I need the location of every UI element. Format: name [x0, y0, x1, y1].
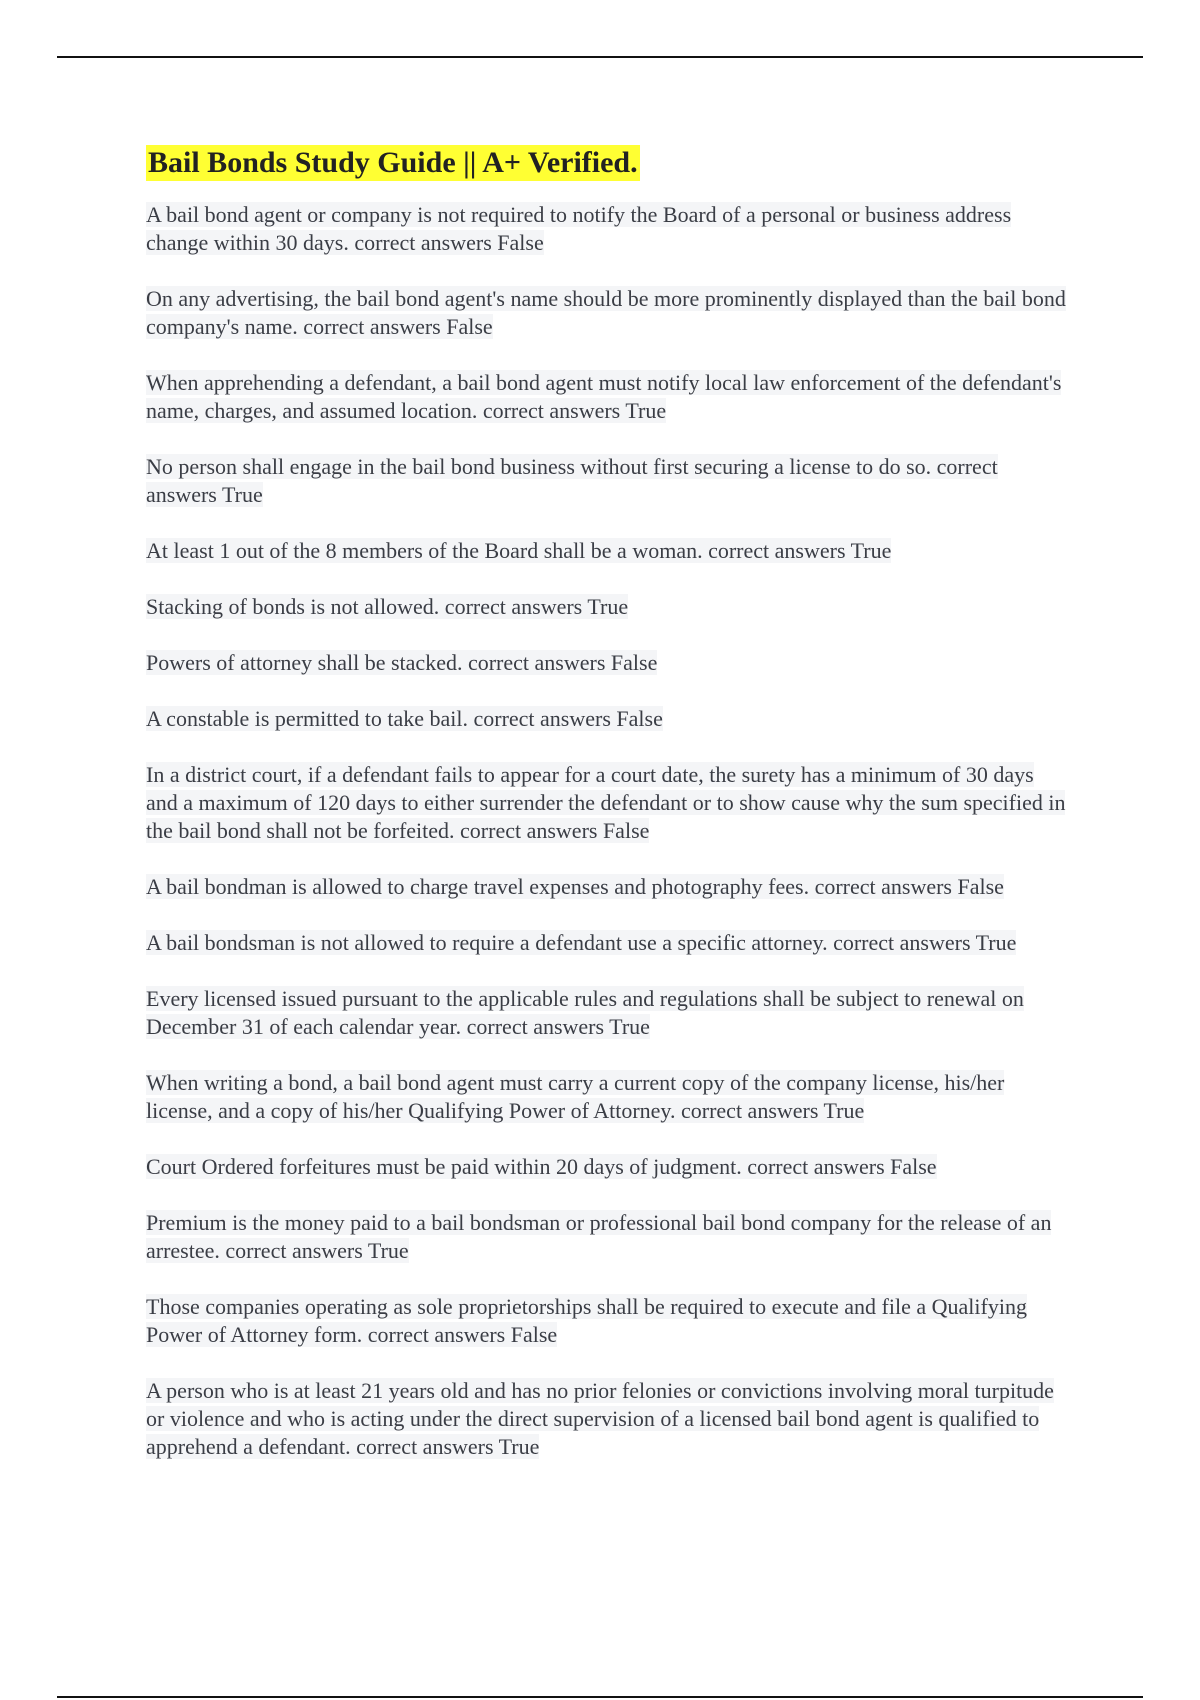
qa-text: Those companies operating as sole proprietorships shall be required to execute and file a Qualifying Power of Attorney form. correct answers False	[146, 1294, 1027, 1347]
top-rule	[57, 56, 1143, 58]
qa-item	[146, 1209, 1066, 1265]
qa-item	[146, 201, 1066, 257]
qa-text: A bail bond agent or company is not required to notify the Board of a personal or business address change within 30 days. correct answers False	[146, 202, 1012, 255]
qa-text: Every licensed issued pursuant to the applicable rules and regulations shall be subject to renewal on December 31 of each calendar year. correct answers True	[146, 986, 1024, 1039]
qa-text: Premium is the money paid to a bail bondsman or professional bail bond company for the release of an arrestee. correct answers True	[146, 1210, 1052, 1263]
qa-text: No person shall engage in the bail bond business without first securing a license to do so. correct answers True	[146, 454, 998, 507]
qa-text: A constable is permitted to take bail. correct answers False	[146, 706, 663, 731]
qa-text: When writing a bond, a bail bond agent must carry a current copy of the company license, his/her license, and a copy of his/her Qualifying Power of Attorney. correct answers True	[146, 1070, 1005, 1123]
qa-item	[146, 285, 1066, 341]
qa-item	[146, 761, 1066, 845]
qa-item	[146, 1069, 1066, 1125]
qa-item	[146, 1293, 1066, 1349]
document-title: Bail Bonds Study Guide || A+ Verified.	[148, 146, 638, 179]
qa-item	[146, 453, 1066, 509]
qa-text: Court Ordered forfeitures must be paid within 20 days of judgment. correct answers False	[146, 1154, 937, 1179]
document-body	[146, 145, 1066, 1489]
qa-item	[146, 929, 1066, 957]
qa-text: Powers of attorney shall be stacked. correct answers False	[146, 650, 658, 675]
qa-text: A person who is at least 21 years old and has no prior felonies or convictions involving moral turpitude or violence and who is acting under the direct supervision of a licensed bail bond agent is qualified to apprehend a defendant. correct answers True	[146, 1378, 1054, 1459]
qa-item	[146, 985, 1066, 1041]
qa-text: Stacking of bonds is not allowed. correct answers True	[146, 594, 629, 619]
qa-list	[146, 201, 1066, 1461]
qa-item	[146, 1377, 1066, 1461]
qa-text: A bail bondman is allowed to charge travel expenses and photography fees. correct answers False	[146, 874, 1004, 899]
qa-item	[146, 593, 1066, 621]
bottom-rule	[57, 1696, 1143, 1698]
qa-item	[146, 705, 1066, 733]
qa-text: On any advertising, the bail bond agent's name should be more prominently displayed than the bail bond company's name. correct answers False	[146, 286, 1066, 339]
qa-text: When apprehending a defendant, a bail bond agent must notify local law enforcement of the defendant's name, charges, and assumed location. correct answers True	[146, 370, 1062, 423]
qa-item	[146, 873, 1066, 901]
qa-text: At least 1 out of the 8 members of the Board shall be a woman. correct answers True	[146, 538, 892, 563]
qa-item	[146, 649, 1066, 677]
qa-item	[146, 369, 1066, 425]
qa-text: In a district court, if a defendant fails to appear for a court date, the surety has a minimum of 30 days and a maximum of 120 days to either surrender the defendant or to show cause why the sum specified in the bail bond shall not be forfeited. correct answers False	[146, 762, 1066, 843]
qa-item	[146, 1153, 1066, 1181]
qa-item	[146, 537, 1066, 565]
qa-text: A bail bondsman is not allowed to require a defendant use a specific attorney. correct answers True	[146, 930, 1017, 955]
